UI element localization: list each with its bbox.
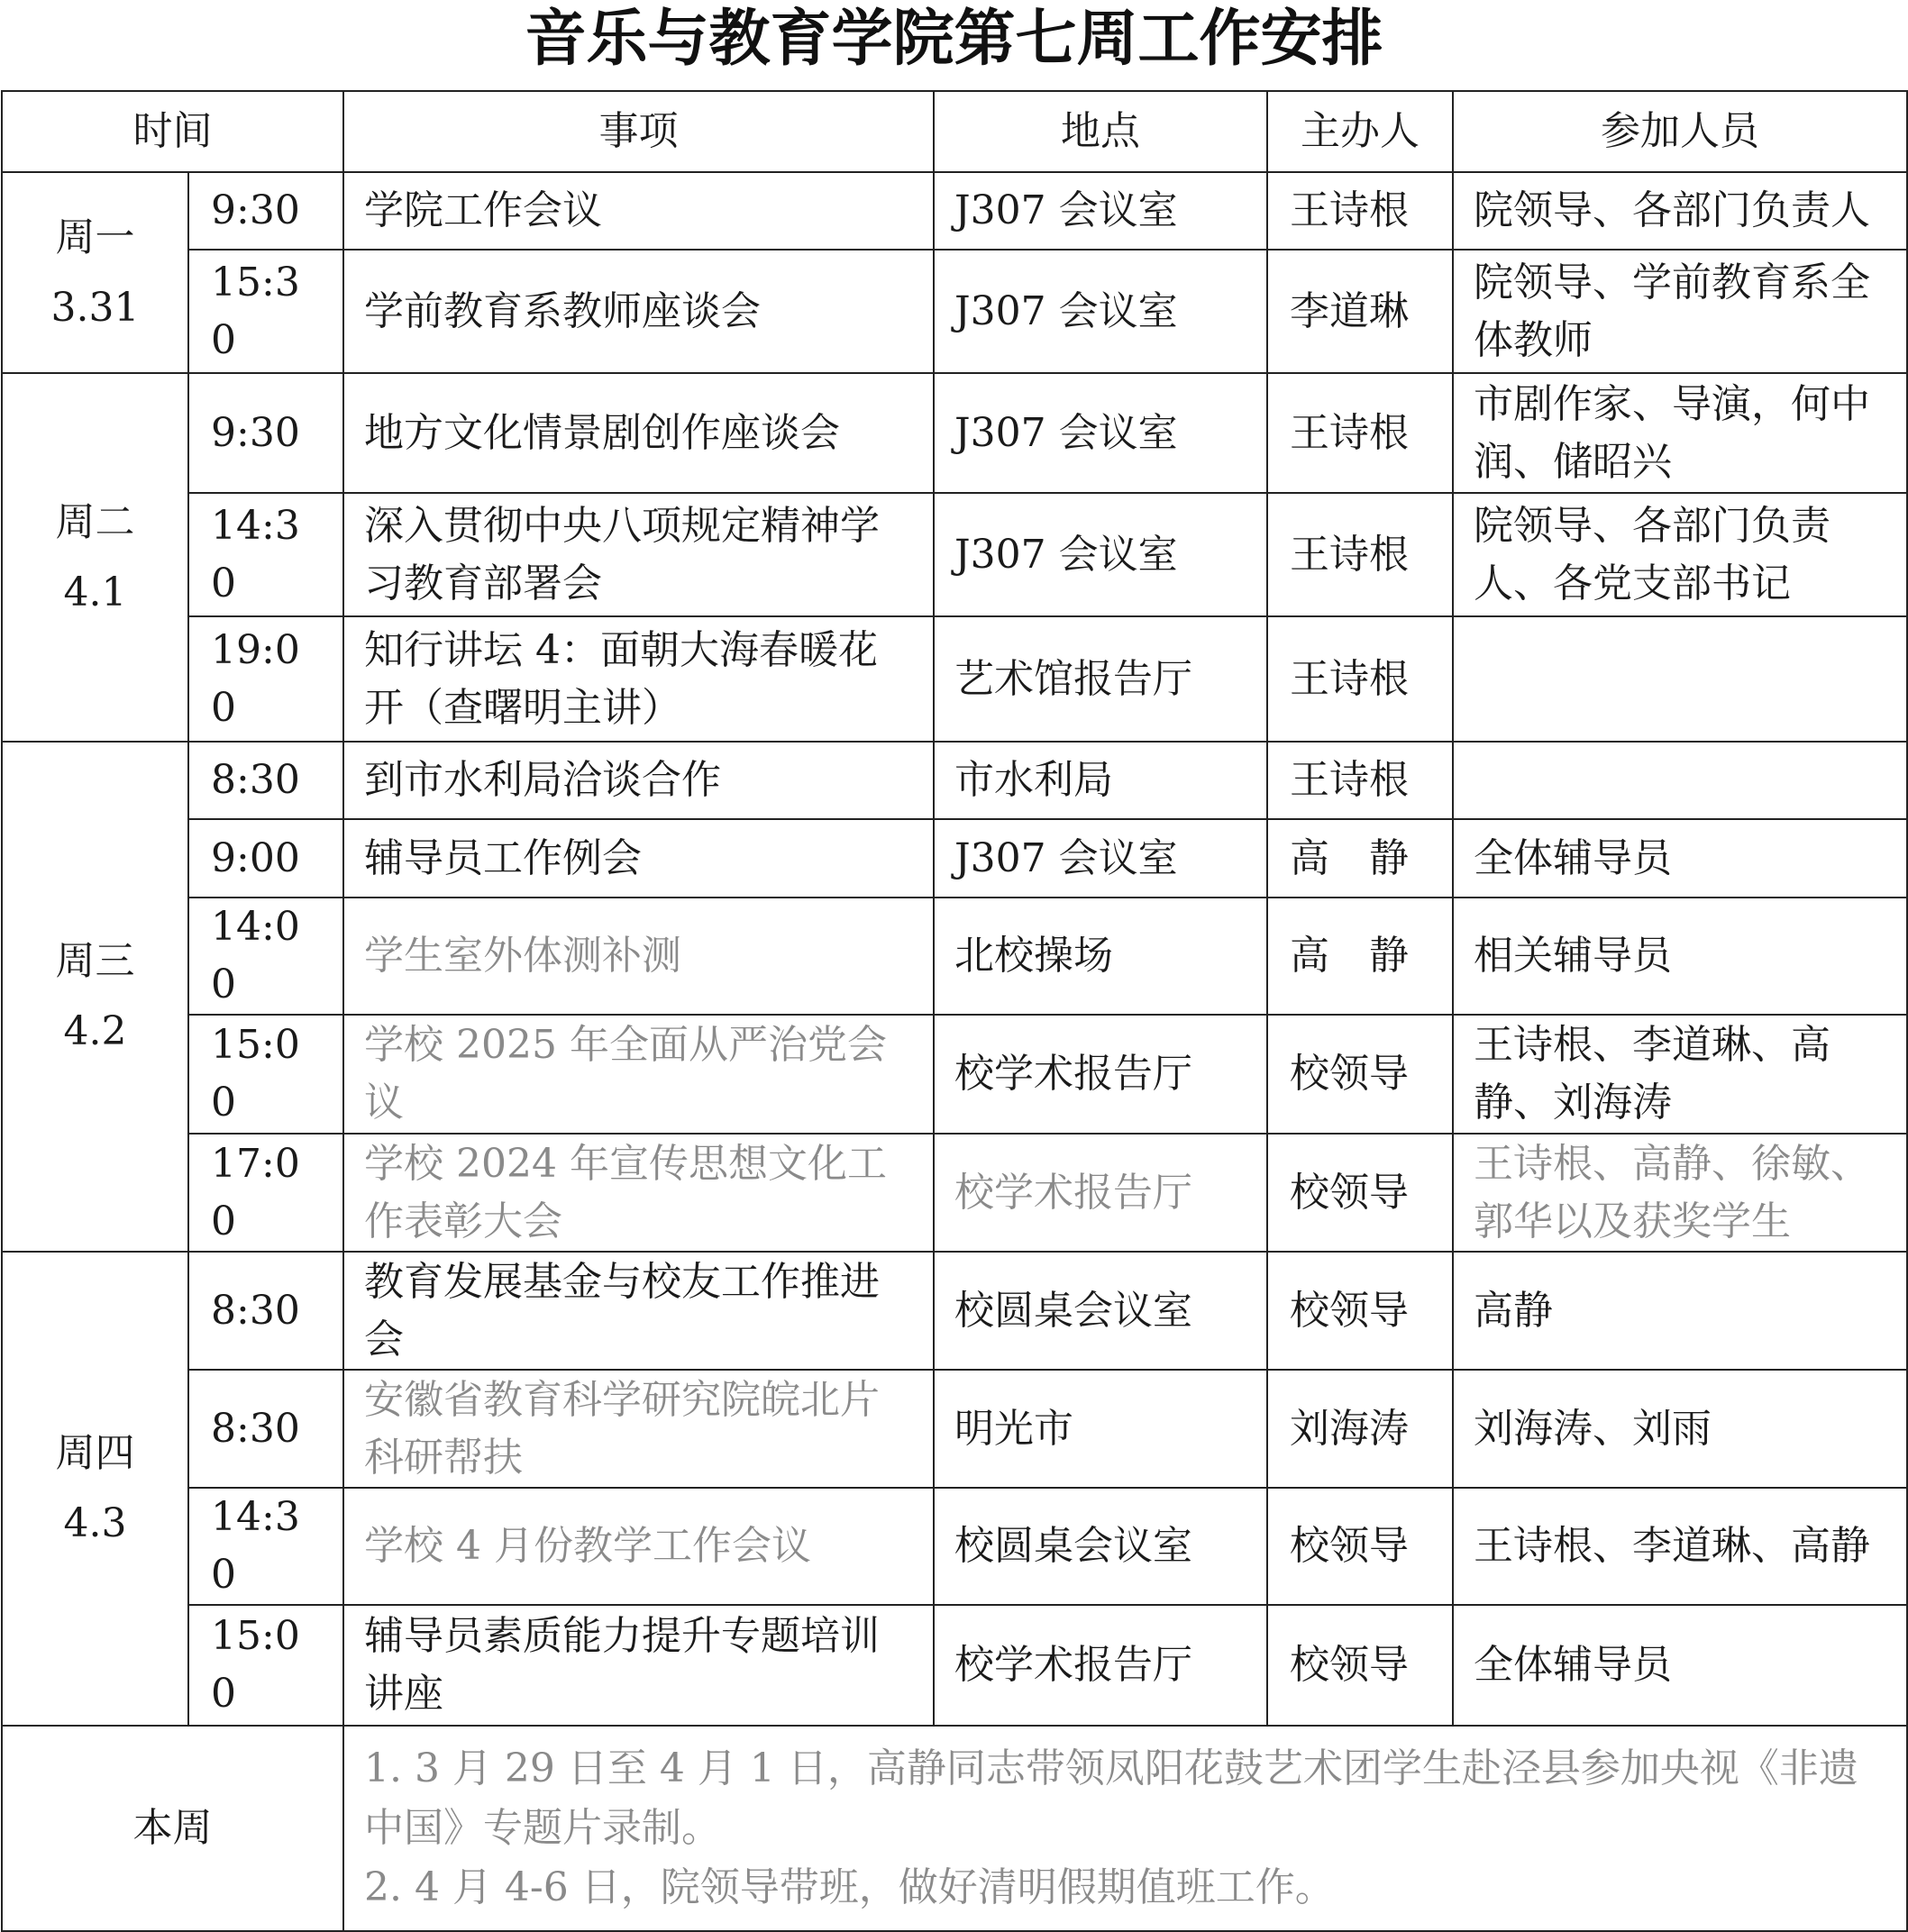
day-name: 周一 <box>55 214 135 260</box>
header-location: 地点 <box>934 91 1267 172</box>
day-date: 4.2 <box>63 1008 127 1054</box>
time-cell: 14:30 <box>188 1488 343 1605</box>
participants-cell: 王诗根、李道琳、高静 <box>1453 1488 1907 1605</box>
table-row <box>2 1605 1907 1726</box>
header-item: 事项 <box>343 91 934 172</box>
time-cell: 15:00 <box>188 1015 343 1134</box>
table-row <box>2 493 1907 616</box>
host-cell: 校领导 <box>1267 1134 1453 1252</box>
host-cell: 王诗根 <box>1267 493 1453 616</box>
table-row <box>2 1488 1907 1605</box>
day-cell <box>2 742 188 1252</box>
participants-cell: 王诗根、高静、徐敏、郭华以及获奖学生 <box>1453 1134 1907 1252</box>
participants-cell: 全体辅导员 <box>1453 1605 1907 1726</box>
participants-cell: 相关辅导员 <box>1453 898 1907 1015</box>
table-row <box>2 1370 1907 1488</box>
item-cell: 安徽省教育科学研究院皖北片科研帮扶 <box>343 1370 934 1488</box>
location-cell: 校圆桌会议室 <box>934 1488 1267 1605</box>
table-row <box>2 250 1907 373</box>
host-cell: 王诗根 <box>1267 616 1453 742</box>
location-cell: 北校操场 <box>934 898 1267 1015</box>
participants-cell: 院领导、学前教育系全体教师 <box>1453 250 1907 373</box>
table-row <box>2 1134 1907 1252</box>
item-cell: 学校 4 月份教学工作会议 <box>343 1488 934 1605</box>
table-row <box>2 742 1907 819</box>
table-row <box>2 172 1907 250</box>
item-cell: 到市水利局洽谈合作 <box>343 742 934 819</box>
location-cell: J307 会议室 <box>934 250 1267 373</box>
item-cell: 学院工作会议 <box>343 172 934 250</box>
time-cell: 14:30 <box>188 493 343 616</box>
host-cell: 高 静 <box>1267 898 1453 1015</box>
participants-cell <box>1453 616 1907 742</box>
table-row <box>2 616 1907 742</box>
host-cell: 王诗根 <box>1267 172 1453 250</box>
schedule-table <box>1 90 1908 1932</box>
table-row <box>2 1252 1907 1370</box>
day-name: 周三 <box>55 938 135 984</box>
location-cell: 艺术馆报告厅 <box>934 616 1267 742</box>
location-cell: 校学术报告厅 <box>934 1134 1267 1252</box>
table-row <box>2 819 1907 898</box>
page-title: 音乐与教育学院第七周工作安排 <box>525 4 1383 75</box>
header-row <box>2 91 1907 172</box>
week-notes-label: 本周 <box>2 1726 343 1931</box>
day-date: 4.1 <box>63 569 127 615</box>
table-row <box>2 1015 1907 1134</box>
participants-cell: 院领导、各部门负责人 <box>1453 172 1907 250</box>
time-cell: 15:30 <box>188 250 343 373</box>
time-cell: 17:00 <box>188 1134 343 1252</box>
host-cell: 李道琳 <box>1267 250 1453 373</box>
host-cell: 王诗根 <box>1267 742 1453 819</box>
host-cell: 王诗根 <box>1267 373 1453 493</box>
week-notes-content <box>343 1726 1907 1931</box>
day-date: 4.3 <box>63 1500 127 1546</box>
host-cell: 校领导 <box>1267 1605 1453 1726</box>
time-cell: 9:30 <box>188 172 343 250</box>
participants-cell <box>1453 742 1907 819</box>
location-cell: J307 会议室 <box>934 493 1267 616</box>
location-cell: J307 会议室 <box>934 373 1267 493</box>
day-name: 周四 <box>55 1430 135 1476</box>
location-cell: 市水利局 <box>934 742 1267 819</box>
host-cell: 校领导 <box>1267 1488 1453 1605</box>
host-cell: 刘海涛 <box>1267 1370 1453 1488</box>
host-cell: 校领导 <box>1267 1015 1453 1134</box>
time-cell: 8:30 <box>188 1370 343 1488</box>
item-cell: 深入贯彻中央八项规定精神学习教育部署会 <box>343 493 934 616</box>
week-notes-row <box>2 1726 1907 1931</box>
time-cell: 15:00 <box>188 1605 343 1726</box>
week-note-item: 2. 4 月 4-6 日，院领导带班，做好清明假期值班工作。 <box>364 1864 1335 1910</box>
time-cell: 19:00 <box>188 616 343 742</box>
item-cell: 学生室外体测补测 <box>343 898 934 1015</box>
item-cell: 学校 2024 年宣传思想文化工作表彰大会 <box>343 1134 934 1252</box>
day-cell <box>2 172 188 373</box>
location-cell: J307 会议室 <box>934 172 1267 250</box>
time-cell: 14:00 <box>188 898 343 1015</box>
item-cell: 学前教育系教师座谈会 <box>343 250 934 373</box>
location-cell: 校学术报告厅 <box>934 1605 1267 1726</box>
time-cell: 8:30 <box>188 742 343 819</box>
table-row <box>2 898 1907 1015</box>
item-cell: 辅导员工作例会 <box>343 819 934 898</box>
time-cell: 9:30 <box>188 373 343 493</box>
header-participants: 参加人员 <box>1453 91 1907 172</box>
header-time: 时间 <box>2 91 343 172</box>
header-host: 主办人 <box>1267 91 1453 172</box>
participants-cell: 高静 <box>1453 1252 1907 1370</box>
participants-cell: 市剧作家、导演，何中润、储昭兴 <box>1453 373 1907 493</box>
day-cell <box>2 373 188 742</box>
day-date: 3.31 <box>50 284 140 331</box>
location-cell: 校学术报告厅 <box>934 1015 1267 1134</box>
location-cell: J307 会议室 <box>934 819 1267 898</box>
item-cell: 辅导员素质能力提升专题培训讲座 <box>343 1605 934 1726</box>
participants-cell: 院领导、各部门负责人、各党支部书记 <box>1453 493 1907 616</box>
week-note-item: 1. 3 月 29 日至 4 月 1 日，高静同志带领凤阳花鼓艺术团学生赴泾县参加央视《非遗中国》专题片录制。 <box>364 1745 1858 1851</box>
day-cell <box>2 1252 188 1726</box>
item-cell: 教育发展基金与校友工作推进会 <box>343 1252 934 1370</box>
table-row <box>2 373 1907 493</box>
participants-cell: 刘海涛、刘雨 <box>1453 1370 1907 1488</box>
item-cell: 学校 2025 年全面从严治党会议 <box>343 1015 934 1134</box>
item-cell: 知行讲坛 4：面朝大海春暖花开（查曙明主讲） <box>343 616 934 742</box>
participants-cell: 王诗根、李道琳、高静、刘海涛 <box>1453 1015 1907 1134</box>
time-cell: 8:30 <box>188 1252 343 1370</box>
host-cell: 高 静 <box>1267 819 1453 898</box>
item-cell: 地方文化情景剧创作座谈会 <box>343 373 934 493</box>
day-name: 周二 <box>55 498 135 545</box>
location-cell: 明光市 <box>934 1370 1267 1488</box>
location-cell: 校圆桌会议室 <box>934 1252 1267 1370</box>
participants-cell: 全体辅导员 <box>1453 819 1907 898</box>
time-cell: 9:00 <box>188 819 343 898</box>
host-cell: 校领导 <box>1267 1252 1453 1370</box>
